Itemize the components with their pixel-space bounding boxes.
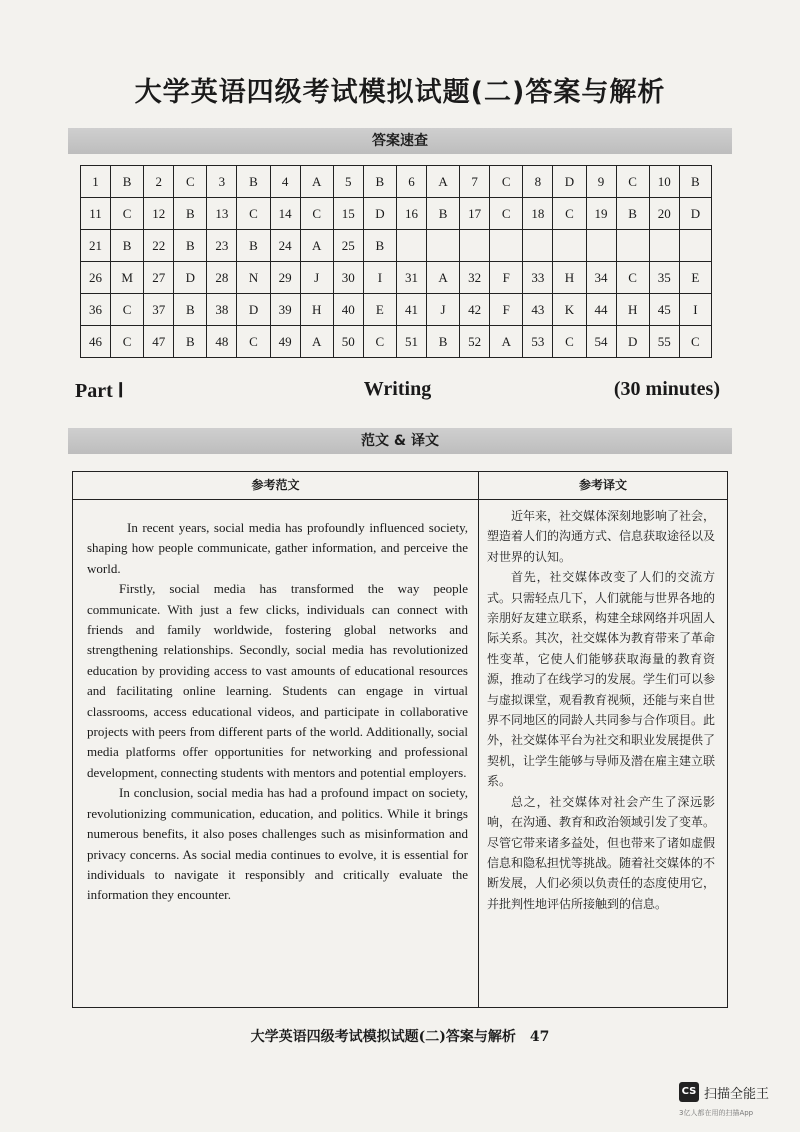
question-number: 26 (81, 262, 111, 294)
question-number: 32 (460, 262, 490, 294)
answer-letter: C (111, 326, 144, 358)
answer-letter: C (174, 166, 207, 198)
question-number: 1 (81, 166, 111, 198)
answer-letter: A (427, 262, 460, 294)
answer-table (80, 165, 712, 358)
answer-letter: B (427, 326, 460, 358)
answer-letter: B (174, 198, 207, 230)
question-number: 44 (586, 294, 616, 326)
answer-letter: A (300, 166, 333, 198)
question-number: 54 (586, 326, 616, 358)
answer-letter: C (553, 198, 586, 230)
answer-row (81, 198, 712, 230)
chinese-translation-header: 参考译文 (479, 472, 727, 500)
question-number: 45 (649, 294, 679, 326)
answer-letter: D (237, 294, 270, 326)
answer-row (81, 262, 712, 294)
english-essay-header: 参考范文 (73, 472, 478, 500)
question-number: 55 (649, 326, 679, 358)
question-number (396, 230, 426, 262)
answer-letter (679, 230, 711, 262)
question-number: 39 (270, 294, 300, 326)
question-number: 48 (207, 326, 237, 358)
essay-heading: 范文 & 译文 (68, 428, 732, 454)
question-number: 18 (523, 198, 553, 230)
answer-row (81, 166, 712, 198)
question-number: 43 (523, 294, 553, 326)
question-number: 33 (523, 262, 553, 294)
answer-letter: A (490, 326, 523, 358)
chinese-paragraph: 总之，社交媒体对社会产生了深远影响，在沟通、教育和政治领域引发了变革。尽管它带来诸多益处，但也带来了诸如虚假信息和隐私担忧等挑战。随着社交媒体的不断发展，人们必须以负责任的态度使用它，并批判性地评估所接触到的信息。 (487, 794, 716, 911)
question-number: 20 (649, 198, 679, 230)
answer-letter: B (111, 230, 144, 262)
question-number: 6 (396, 166, 426, 198)
answer-letter (553, 230, 586, 262)
page-footer: 大学英语四级考试模拟试题(二)答案与解析 47 (250, 1029, 550, 1045)
answer-letter: D (174, 262, 207, 294)
answer-letter: C (237, 326, 270, 358)
question-number: 27 (144, 262, 174, 294)
english-essay-body (73, 500, 478, 906)
question-number: 24 (270, 230, 300, 262)
question-number: 35 (649, 262, 679, 294)
question-number: 5 (333, 166, 363, 198)
question-number: 42 (460, 294, 490, 326)
answer-letter: M (111, 262, 144, 294)
question-number: 53 (523, 326, 553, 358)
english-paragraph: Firstly, social media has transformed the way people communicate. With just a few clicks, individuals can connect with friends and family worldwide, fostering global networks and strengthening relationships. Secondly, social media has revolutionized education by providing access to vast amounts of educational resources and facilitating online learning. Students can engage in virtual classrooms, access educational videos, and participate in collaborative projects with peers from different parts of the world. Additionally, social media platforms offer opportunities for networking and professional development, connecting students with mentors and potential employers. (87, 581, 468, 780)
answer-letter: I (363, 262, 396, 294)
answer-letter: C (237, 198, 270, 230)
question-number: 30 (333, 262, 363, 294)
question-number (649, 230, 679, 262)
answer-letter: C (490, 166, 523, 198)
answer-letter: B (679, 166, 711, 198)
answer-letter: B (111, 166, 144, 198)
answer-letter: B (174, 326, 207, 358)
answer-row (81, 230, 712, 262)
question-number: 41 (396, 294, 426, 326)
question-number: 31 (396, 262, 426, 294)
answer-letter (616, 230, 649, 262)
answer-letter: H (300, 294, 333, 326)
question-number: 50 (333, 326, 363, 358)
answer-row (81, 294, 712, 326)
chinese-paragraph: 首先，社交媒体改变了人们的交流方式。只需轻点几下，人们就能与世界各地的亲朋好友建立联系，构建全球网络并巩固人际关系。其次，社交媒体为教育带来了革命性变革，它使人们能够获取海量的教育资源，推动了在线学习的发展。学生们可以参与虚拟课堂，观看教育视频，还能与来自世界不同地区的同龄人共同参与合作项目。此外，社交媒体平台为社交和职业发展提供了契机，让学生能够与导师及潜在雇主建立联系。 (487, 570, 716, 789)
answer-letter: D (616, 326, 649, 358)
part-time: (30 minutes) (613, 378, 720, 400)
question-number: 7 (460, 166, 490, 198)
question-number: 37 (144, 294, 174, 326)
answer-letter: K (553, 294, 586, 326)
question-number: 28 (207, 262, 237, 294)
answer-letter: A (300, 326, 333, 358)
camscanner-logo-icon: CS (679, 1082, 699, 1102)
quick-answers-heading: 答案速查 (68, 128, 732, 154)
question-number: 8 (523, 166, 553, 198)
answer-letter: E (679, 262, 711, 294)
answer-letter: F (490, 262, 523, 294)
answer-letter: J (300, 262, 333, 294)
question-number: 22 (144, 230, 174, 262)
answer-letter: N (237, 262, 270, 294)
answer-letter: B (237, 166, 270, 198)
question-number: 51 (396, 326, 426, 358)
answer-letter: D (553, 166, 586, 198)
question-number: 11 (81, 198, 111, 230)
answer-letter: C (300, 198, 333, 230)
question-number: 2 (144, 166, 174, 198)
answer-letter: H (553, 262, 586, 294)
answer-letter: C (616, 166, 649, 198)
answer-letter: B (616, 198, 649, 230)
essay-table (72, 471, 728, 1008)
english-paragraph: In conclusion, social media has had a profound impact on society, revolutionizing communication, education, and politics. While it brings numerous benefits, it also poses challenges such as misinformation and privacy concerns. As social media continues to evolve, it is essential for individuals to navigate it responsibly and critically evaluate the information they encounter. (87, 785, 468, 903)
part-name: Writing (363, 378, 432, 400)
chinese-paragraph: 近年来，社交媒体深刻地影响了社会，塑造着人们的沟通方式、信息获取途径以及对世界的认知。 (487, 509, 716, 564)
question-number: 25 (333, 230, 363, 262)
answer-letter: C (616, 262, 649, 294)
answer-letter: I (679, 294, 711, 326)
question-number: 3 (207, 166, 237, 198)
question-number: 40 (333, 294, 363, 326)
question-number (460, 230, 490, 262)
part-header (75, 378, 720, 408)
answer-letter: E (363, 294, 396, 326)
question-number: 15 (333, 198, 363, 230)
chinese-translation-body (479, 500, 727, 914)
watermark-tagline: 3亿人都在用的扫描App (679, 1109, 754, 1117)
english-paragraph: In recent years, social media has profoundly influenced society, shaping how people communicate, gather information, and perceive the world. (87, 520, 468, 576)
english-essay-column (73, 472, 479, 1007)
watermark-name: 扫描全能王 (704, 1087, 770, 1102)
question-number: 36 (81, 294, 111, 326)
answer-row (81, 326, 712, 358)
answer-letter: C (553, 326, 586, 358)
question-number: 14 (270, 198, 300, 230)
answer-letter: C (111, 294, 144, 326)
answer-letter: C (679, 326, 711, 358)
answer-letter: A (300, 230, 333, 262)
answer-letter (427, 230, 460, 262)
question-number: 16 (396, 198, 426, 230)
answer-letter: A (427, 166, 460, 198)
part-label: Part Ⅰ (75, 380, 124, 402)
question-number (586, 230, 616, 262)
question-number: 46 (81, 326, 111, 358)
question-number: 4 (270, 166, 300, 198)
question-number: 23 (207, 230, 237, 262)
question-number: 12 (144, 198, 174, 230)
question-number: 52 (460, 326, 490, 358)
question-number: 47 (144, 326, 174, 358)
answer-letter: D (363, 198, 396, 230)
question-number: 49 (270, 326, 300, 358)
scanner-watermark (679, 1082, 791, 1122)
page-title: 大学英语四级考试模拟试题(二)答案与解析 (134, 77, 666, 108)
question-number: 29 (270, 262, 300, 294)
answer-letter: F (490, 294, 523, 326)
answer-letter: C (363, 326, 396, 358)
question-number: 38 (207, 294, 237, 326)
question-number: 13 (207, 198, 237, 230)
question-number: 19 (586, 198, 616, 230)
answer-letter (490, 230, 523, 262)
answer-letter: C (111, 198, 144, 230)
question-number (523, 230, 553, 262)
answer-letter: B (174, 294, 207, 326)
chinese-translation-column (479, 472, 727, 1007)
answer-letter: D (679, 198, 711, 230)
question-number: 17 (460, 198, 490, 230)
answer-letter: C (490, 198, 523, 230)
question-number: 21 (81, 230, 111, 262)
question-number: 34 (586, 262, 616, 294)
answer-letter: B (363, 166, 396, 198)
answer-letter: J (427, 294, 460, 326)
answer-letter: B (237, 230, 270, 262)
answer-letter: B (427, 198, 460, 230)
answer-letter: B (363, 230, 396, 262)
question-number: 10 (649, 166, 679, 198)
answer-letter: H (616, 294, 649, 326)
question-number: 9 (586, 166, 616, 198)
answer-letter: B (174, 230, 207, 262)
